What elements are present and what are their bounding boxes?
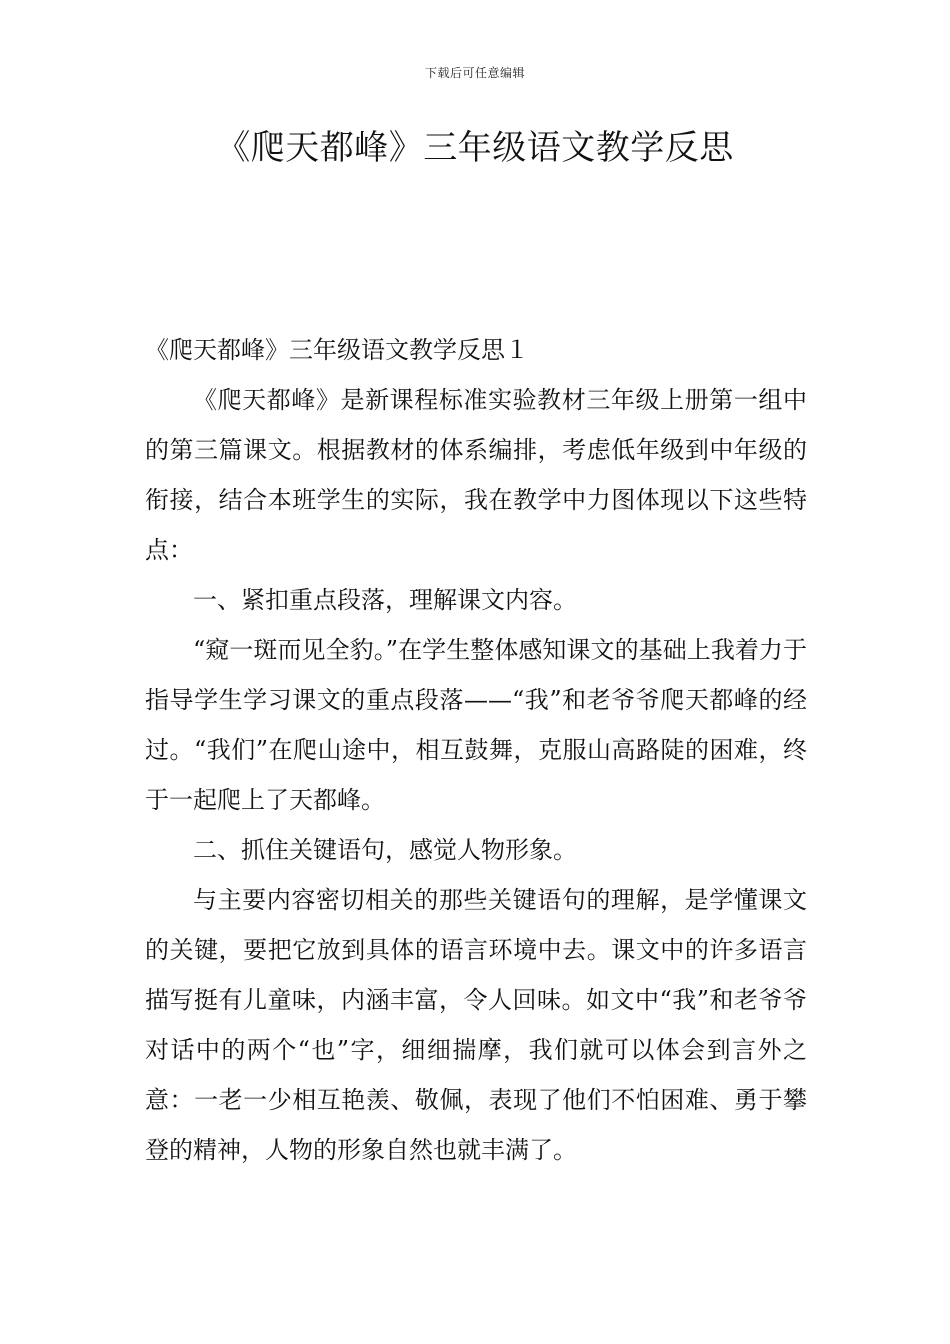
document-body [145,325,807,1175]
header-note: 下载后可任意编辑 [424,66,525,80]
paragraph-point-two-heading: 二、抓住关键语句，感觉人物形象。 [193,836,577,864]
paragraph-point-one-body: “窥一斑而见全豹。”在学生整体感知课文的基础上我着力于指导学生学习课文的重点段落——“我”和老爷爷爬天都峰的经过。“我们”在爬山途中，相互鼓舞，克服山高路陡的困难，终于一起爬上了天都峰。 [145,636,807,814]
paragraph-point-two-body: 与主要内容密切相关的那些关键语句的理解，是学懂课文的关键，要把它放到具体的语言环境中去。课文中的许多语言描写挺有儿童味，内涵丰富，令人回味。如文中“我”和老爷爷对话中的两个“也”字，细细揣摩，我们就可以体会到言外之意：一老一少相互艳羡、敬佩，表现了他们不怕困难、勇于攀登的精神，人物的形象自然也就丰满了。 [145,886,807,1164]
paragraph-intro: 《爬天都峰》是新课程标准实验教材三年级上册第一组中的第三篇课文。根据教材的体系编排，考虑低年级到中年级的衔接，结合本班学生的实际，我在教学中力图体现以下这些特点： [145,386,807,564]
section-heading: 《爬天都峰》三年级语文教学反思１ [145,336,529,364]
document-title: 《爬天都峰》三年级语文教学反思 [216,128,734,168]
paragraph-point-one-heading: 一、紧扣重点段落，理解课文内容。 [193,586,577,614]
